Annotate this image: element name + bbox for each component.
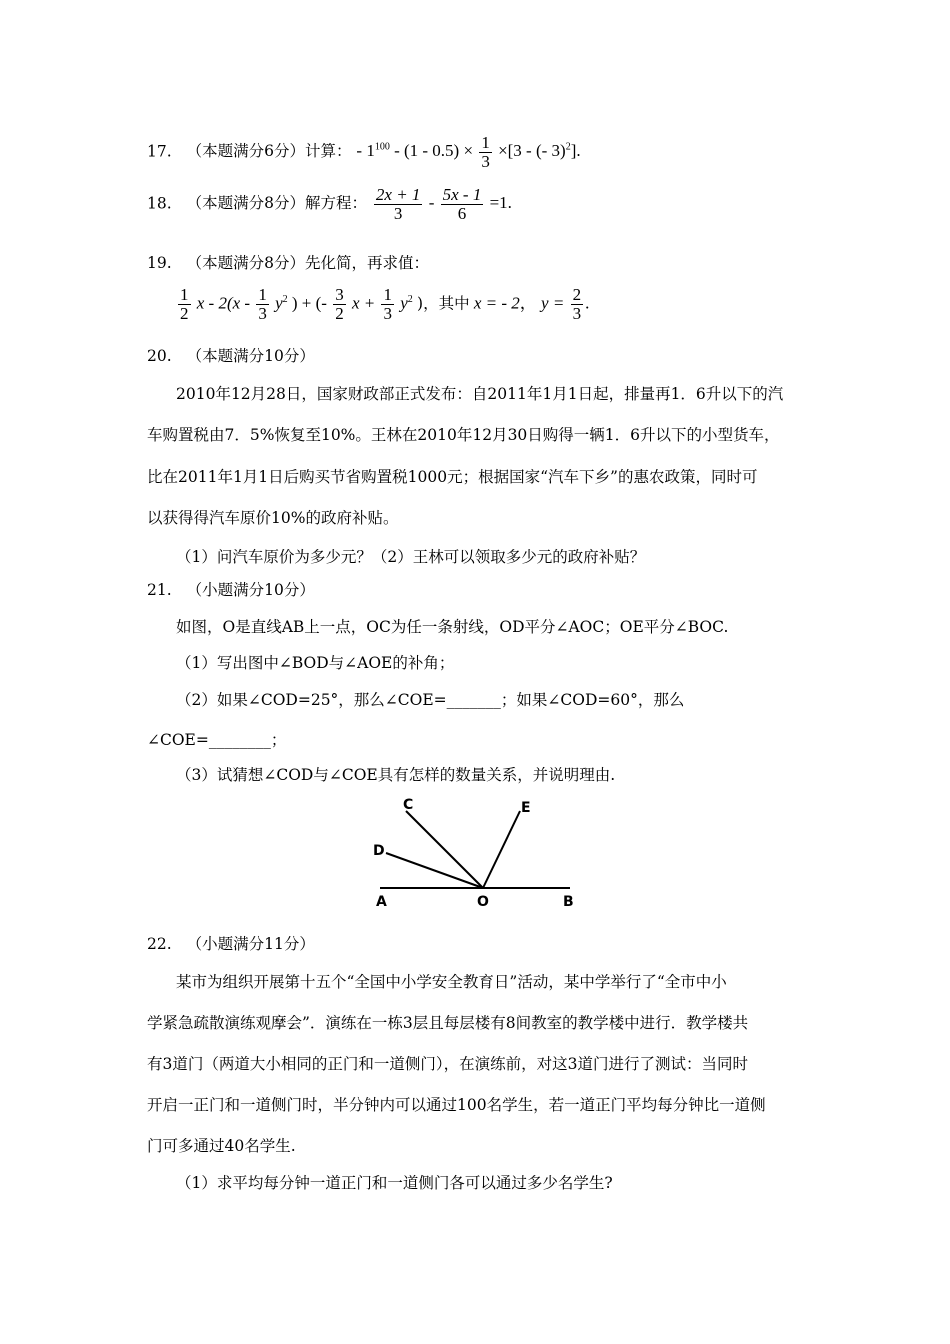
q19-frac-y xyxy=(571,286,584,323)
q19-d-sup: 2 xyxy=(282,293,288,305)
q21-title xyxy=(147,578,315,600)
q19-separator: ， xyxy=(519,293,537,313)
q22-header: （小题满分11分） xyxy=(186,935,315,953)
q17-expr-c: ×[3 - (- 3) xyxy=(498,141,566,161)
q18-line xyxy=(147,186,512,223)
q18-number: 18. xyxy=(147,194,172,213)
q19-number: 19. xyxy=(147,254,172,272)
label-b: B xyxy=(563,894,574,910)
q17-expr-a: - 1 xyxy=(356,141,375,161)
q19-y-num: 2 xyxy=(572,285,582,304)
q20-paragraph-1: 2010年12月28日，国家财政部正式发布：自2011年1月1日起，排量再1．6升以下的汽 xyxy=(176,385,784,403)
q18-minus: - xyxy=(428,193,435,213)
q22-paragraph-2: 学紧急疏散演练观摩会”．演练在一栋3层且每层楼有8间教室的教学楼中进行．教学楼共 xyxy=(147,1014,749,1032)
q19-y-den: 3 xyxy=(572,304,582,323)
q20-subquestions: （1）问汽车原价为多少元？（2）王林可以领取多少元的政府补贴？ xyxy=(176,548,646,566)
q18-fraction-2 xyxy=(441,186,484,223)
label-a: A xyxy=(376,894,387,910)
q19-a-den: 2 xyxy=(180,304,189,323)
q19-y-label: y = xyxy=(541,293,565,313)
q18-f1-num: 2x + 1 xyxy=(375,185,421,204)
q19-h-num: 1 xyxy=(383,285,392,304)
q21-header: （小题满分10分） xyxy=(186,581,315,599)
q19-d-text: y xyxy=(275,293,283,313)
q17-expression xyxy=(356,133,581,171)
q19-frac-c xyxy=(256,286,269,323)
q17-expr-b: - (1 - 0.5) × xyxy=(394,141,474,161)
q21-number: 21. xyxy=(147,581,172,599)
q22-paragraph-1: 某市为组织开展第十五个“全国中小学安全教育日”活动，某中学举行了“全市中小 xyxy=(176,973,727,991)
q17-line xyxy=(147,134,581,171)
q19-g-text: x + xyxy=(351,293,376,313)
q17-exponent-100: 100 xyxy=(374,141,390,153)
q18-f2-den: 6 xyxy=(457,204,467,223)
label-e: E xyxy=(521,800,531,816)
ray-oe xyxy=(483,811,520,888)
q18-header: （本题满分8分）解方程： xyxy=(186,194,367,213)
q19-j-text: )，其中 xyxy=(417,294,470,313)
ray-oc xyxy=(406,811,483,888)
label-c: C xyxy=(403,797,414,813)
q19-x-value: x = - 2 xyxy=(473,293,520,313)
q18-equation xyxy=(372,185,512,223)
q19-frac-h xyxy=(381,286,394,323)
q19-frac-a xyxy=(178,286,191,323)
q21-sub-2b: ∠COE=________； xyxy=(147,731,287,749)
q19-c-den: 3 xyxy=(258,304,267,323)
q20-paragraph-2: 车购置税由7．5%恢复至10%。王林在2010年12月30日购得一辆1．6升以下的小型货车， xyxy=(147,426,780,444)
q21-sub-1: （1）写出图中∠BOD与∠AOE的补角； xyxy=(176,654,455,672)
q19-a-num: 1 xyxy=(180,285,189,304)
q19-expression xyxy=(176,286,589,323)
q18-f1-den: 3 xyxy=(393,204,403,223)
q22-paragraph-3: 有3道门（两道大小相同的正门和一道侧门），在演练前，对这3道门进行了测试：当同时 xyxy=(147,1055,748,1073)
q20-number: 20. xyxy=(147,347,172,365)
q17-number: 17. xyxy=(147,142,172,161)
q17-header: （本题满分6分）计算： xyxy=(186,142,352,161)
q18-f2-num: 5x - 1 xyxy=(442,185,482,204)
q22-paragraph-5: 门可多通过40名学生. xyxy=(147,1137,296,1155)
q19-e-text: ) + (- xyxy=(291,293,327,313)
ray-od xyxy=(386,853,483,888)
q17-frac-den: 3 xyxy=(481,152,490,171)
q20-header: （本题满分10分） xyxy=(186,347,315,365)
q20-paragraph-4: 以获得得汽车原价10%的政府补贴。 xyxy=(147,509,399,527)
q17-frac-num: 1 xyxy=(481,133,490,152)
q21-sub-3: （3）试猜想∠COD与∠COE具有怎样的数量关系，并说明理由. xyxy=(176,766,616,784)
q19-h-den: 3 xyxy=(383,304,392,323)
q19-f-num: 3 xyxy=(335,285,344,304)
q22-number: 22. xyxy=(147,935,172,953)
q19-i-text: y xyxy=(400,293,408,313)
q20-title xyxy=(147,344,315,366)
q17-exponent-2: 2 xyxy=(565,141,571,153)
q22-title xyxy=(147,932,315,954)
q19-b-text: x - 2(x - xyxy=(196,293,251,313)
label-d: D xyxy=(373,843,385,859)
q21-sub-2: （2）如果∠COD=25°，那么∠COE=_______；如果∠COD=60°，那么 xyxy=(176,691,685,709)
q19-end: . xyxy=(585,293,590,313)
q19-line xyxy=(147,251,429,273)
q22-subquestion-1: （1）求平均每分钟一道正门和一道侧门各可以通过多少名学生? xyxy=(176,1174,613,1192)
q18-fraction-1 xyxy=(374,186,423,223)
angle-diagram xyxy=(370,795,600,910)
q17-expr-d: ]. xyxy=(570,141,581,161)
q22-paragraph-4: 开启一正门和一道侧门时，半分钟内可以通过100名学生，若一道正门平均每分钟比一道侧 xyxy=(147,1096,766,1114)
q18-rhs: =1. xyxy=(489,193,512,213)
q19-frac-f xyxy=(333,286,346,323)
q17-fraction xyxy=(479,134,492,171)
q20-paragraph-3: 比在2011年1月1日后购买节省购置税1000元；根据国家“汽车下乡”的惠农政策，同时可 xyxy=(147,468,758,486)
q19-i-sup: 2 xyxy=(407,293,413,305)
q19-c-num: 1 xyxy=(258,285,267,304)
label-o: O xyxy=(477,894,489,910)
q19-header: （本题满分8分）先化简，再求值： xyxy=(186,254,429,272)
q21-paragraph-1: 如图，O是直线AB上一点，OC为任一条射线，OD平分∠AOC；OE平分∠BOC. xyxy=(176,618,729,636)
q19-f-den: 2 xyxy=(335,304,344,323)
